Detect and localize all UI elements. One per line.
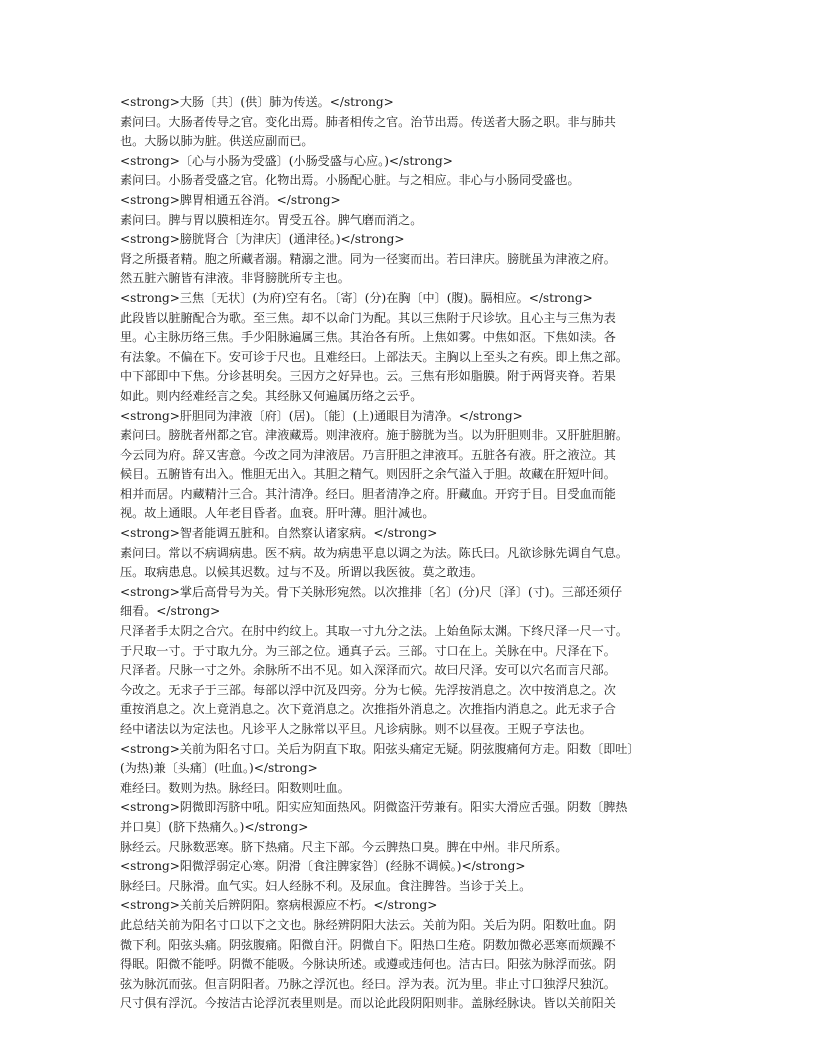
text-body [120,93,706,1014]
text-line: 并口臭〕(脐下热痛久。)</strong> [120,819,309,834]
text-line: 如此。则内经难经言之矣。其经脉又何遍属历络之云乎。 [120,388,423,403]
text-line: 尺泽者手太阴之合穴。在肘中约纹上。其取一寸九分之法。上始鱼际太渊。下终尺泽一尺一寸。 [120,624,628,639]
text-line: 素问曰。膀胱者州都之官。津液藏焉。则津液府。施于膀胱为当。以为肝胆则非。又肝脏胆腑。 [120,428,628,443]
text-line: <strong>膀胱肾合〔为津庆〕(通津径。)</strong> [120,232,405,247]
text-line: 弦为脉沉而弦。但言阴阳者。乃脉之浮沉也。经曰。浮为表。沉为里。非止寸口独浮尺独沉。 [120,976,616,991]
text-line: 素问曰。常以不病调病患。医不病。故为病患平息以调之为法。陈氏曰。凡欲诊脉先调自气息。 [120,545,628,560]
text-line: <strong>掌后高骨号为关。骨下关脉形宛然。以次推排〔名〕(分)尺〔泽〕(寸)。三部还须仔 [120,584,623,599]
text-line: 今云同为府。辞又害意。今改之同为津液居。乃言肝胆之津液耳。五脏各有液。肝之液泣。其 [120,447,616,462]
text-line: 尺泽者。尺脉一寸之外。余脉所不出不见。如入深泽而穴。故曰尺泽。安可以穴名而言尺部。 [120,663,616,678]
text-line: 视。故上通眼。人年老目昏者。血衰。肝叶薄。胆汁减也。 [120,506,435,521]
text-line: 尺寸俱有浮沉。今按洁古论浮沉表里则是。而以论此段阴阳则非。盖脉经脉诀。皆以关前阳关 [120,996,616,1011]
text-line: 经中诸法以为定法也。凡诊平人之脉常以平旦。凡诊病脉。则不以昼夜。王贶子亨法也。 [120,722,592,736]
text-line: 今改之。无求子于三部。每部以浮中沉及四旁。分为七候。先浮按消息之。次中按消息之。次 [120,682,616,697]
text-line: 难经曰。数则为热。脉经曰。阳数则吐血。 [120,780,350,795]
text-line: 素问曰。脾与胃以膜相连尔。胃受五谷。脾气磨而消之。 [120,212,423,227]
text-line: 里。心主脉历络三焦。手少阳脉遍属三焦。其治各有所。上焦如雾。中焦如沤。下焦如渎。各 [120,330,616,345]
text-line: 素问曰。大肠者传导之官。变化出焉。肺者相传之官。治节出焉。传送者大肠之职。非与肺共 [120,114,616,129]
text-line: 此总结关前为阳名寸口以下之文也。脉经辨阴阳大法云。关前为阳。关后为阴。阳数吐血。阴 [120,917,616,932]
text-line: 候目。五腑皆有出入。惟胆无出入。其胆之精气。则因肝之余气溢入于胆。故藏在肝短叶间。 [120,467,616,482]
text-line: 此段皆以脏腑配合为歌。至三焦。却不以命门为配。其以三焦附于尺诊欤。且心主与三焦为表 [120,310,616,325]
text-line: <strong>关前为阳名寸口。关后为阴直下取。阳弦头痛定无疑。阴弦腹痛何方走。阳数〔即吐〕 [120,741,640,756]
text-line: <strong>脾胃相通五谷消。</strong> [120,192,341,207]
text-line: 相并而居。内藏精汁三合。其汁清净。经曰。胆者清净之府。肝藏血。开窍于目。目受血而能 [120,486,616,501]
text-line: 于尺取一寸。于寸取九分。为三部之位。通真子云。三部。寸口在上。关脉在中。尺泽在下。 [120,643,616,658]
text-line: 细看。</strong> [120,604,221,619]
text-line: <strong>〔心与小肠为受盛〕(小肠受盛与心应。)</strong> [120,153,453,168]
text-line: <strong>智者能调五脏和。自然察认诸家病。</strong> [120,526,438,541]
text-line: <strong>阴微即泻脐中吼。阳实应知面热风。阴微盗汗劳兼有。阳实大滑应舌强。阴数〔脾热 [120,800,628,815]
text-line: 脉经云。尺脉数恶寒。脐下热痛。尺主下部。今云脾热口臭。脾在中州。非尺所系。 [120,839,568,854]
text-line: 中下部即中下焦。分诊甚明矣。三因方之好异也。云。三焦有形如脂膜。附于两肾夹脊。若果 [120,369,616,384]
text-line: 然五脏六腑皆有津液。非肾膀胱所专主也。 [120,271,350,286]
text-line: <strong>关前关后辨阴阳。察病根源应不朽。</strong> [120,898,438,913]
text-line: (为热)兼〔头痛〕(吐血。)</strong> [120,761,318,776]
text-line: 素问曰。小肠者受盛之官。化物出焉。小肠配心脏。与之相应。非心与小肠同受盛也。 [120,173,580,188]
text-line: 也。大肠以肺为脏。供送应副而已。 [120,134,314,149]
text-line: 脉经曰。尺脉滑。血气实。妇人经脉不利。及尿血。食注脾咎。当诊于关上。 [120,878,532,893]
text-line: <strong>三焦〔无状〕(为府)空有名。〔寄〕(分)在胸〔中〕(腹)。膈相应。</strong> [120,290,593,305]
text-line: 压。取病患息。以候其迟数。过与不及。所谓以我医彼。莫之敢违。 [120,565,483,580]
text-line: <strong>阳微浮弱定心寒。阴滑〔食注脾家咎〕(经脉不调候。)</strong> [120,859,526,874]
text-line: 得眠。阳微不能呼。阴微不能吸。今脉诀所述。或遵或违何也。洁古曰。阳弦为脉浮而弦。阴 [120,957,616,972]
text-line: 肾之所摄者精。胞之所藏者溺。精溺之泄。同为一径窦而出。若曰津庆。膀胱虽为津液之府。 [120,251,616,266]
text-line: <strong>大肠〔共〕(供〕肺为传送。</strong> [120,95,394,109]
text-line: 微下利。阳弦头痛。阴弦腹痛。阳微自汗。阴微自下。阳热口生疮。阴数加微必恶寒而烦躁不 [120,937,616,952]
text-line: 重按消息之。次上竟消息之。次下竟消息之。次推指外消息之。次推指内消息之。此无求子合 [120,702,616,717]
text-line: 有法象。不偏在下。安可诊于尺也。且难经曰。上部法天。主胸以上至头之有疾。即上焦之部。 [120,349,628,364]
text-line: <strong>肝胆同为津液〔府〕(居)。〔能〕(上)通眼目为清净。</strong> [120,408,523,423]
